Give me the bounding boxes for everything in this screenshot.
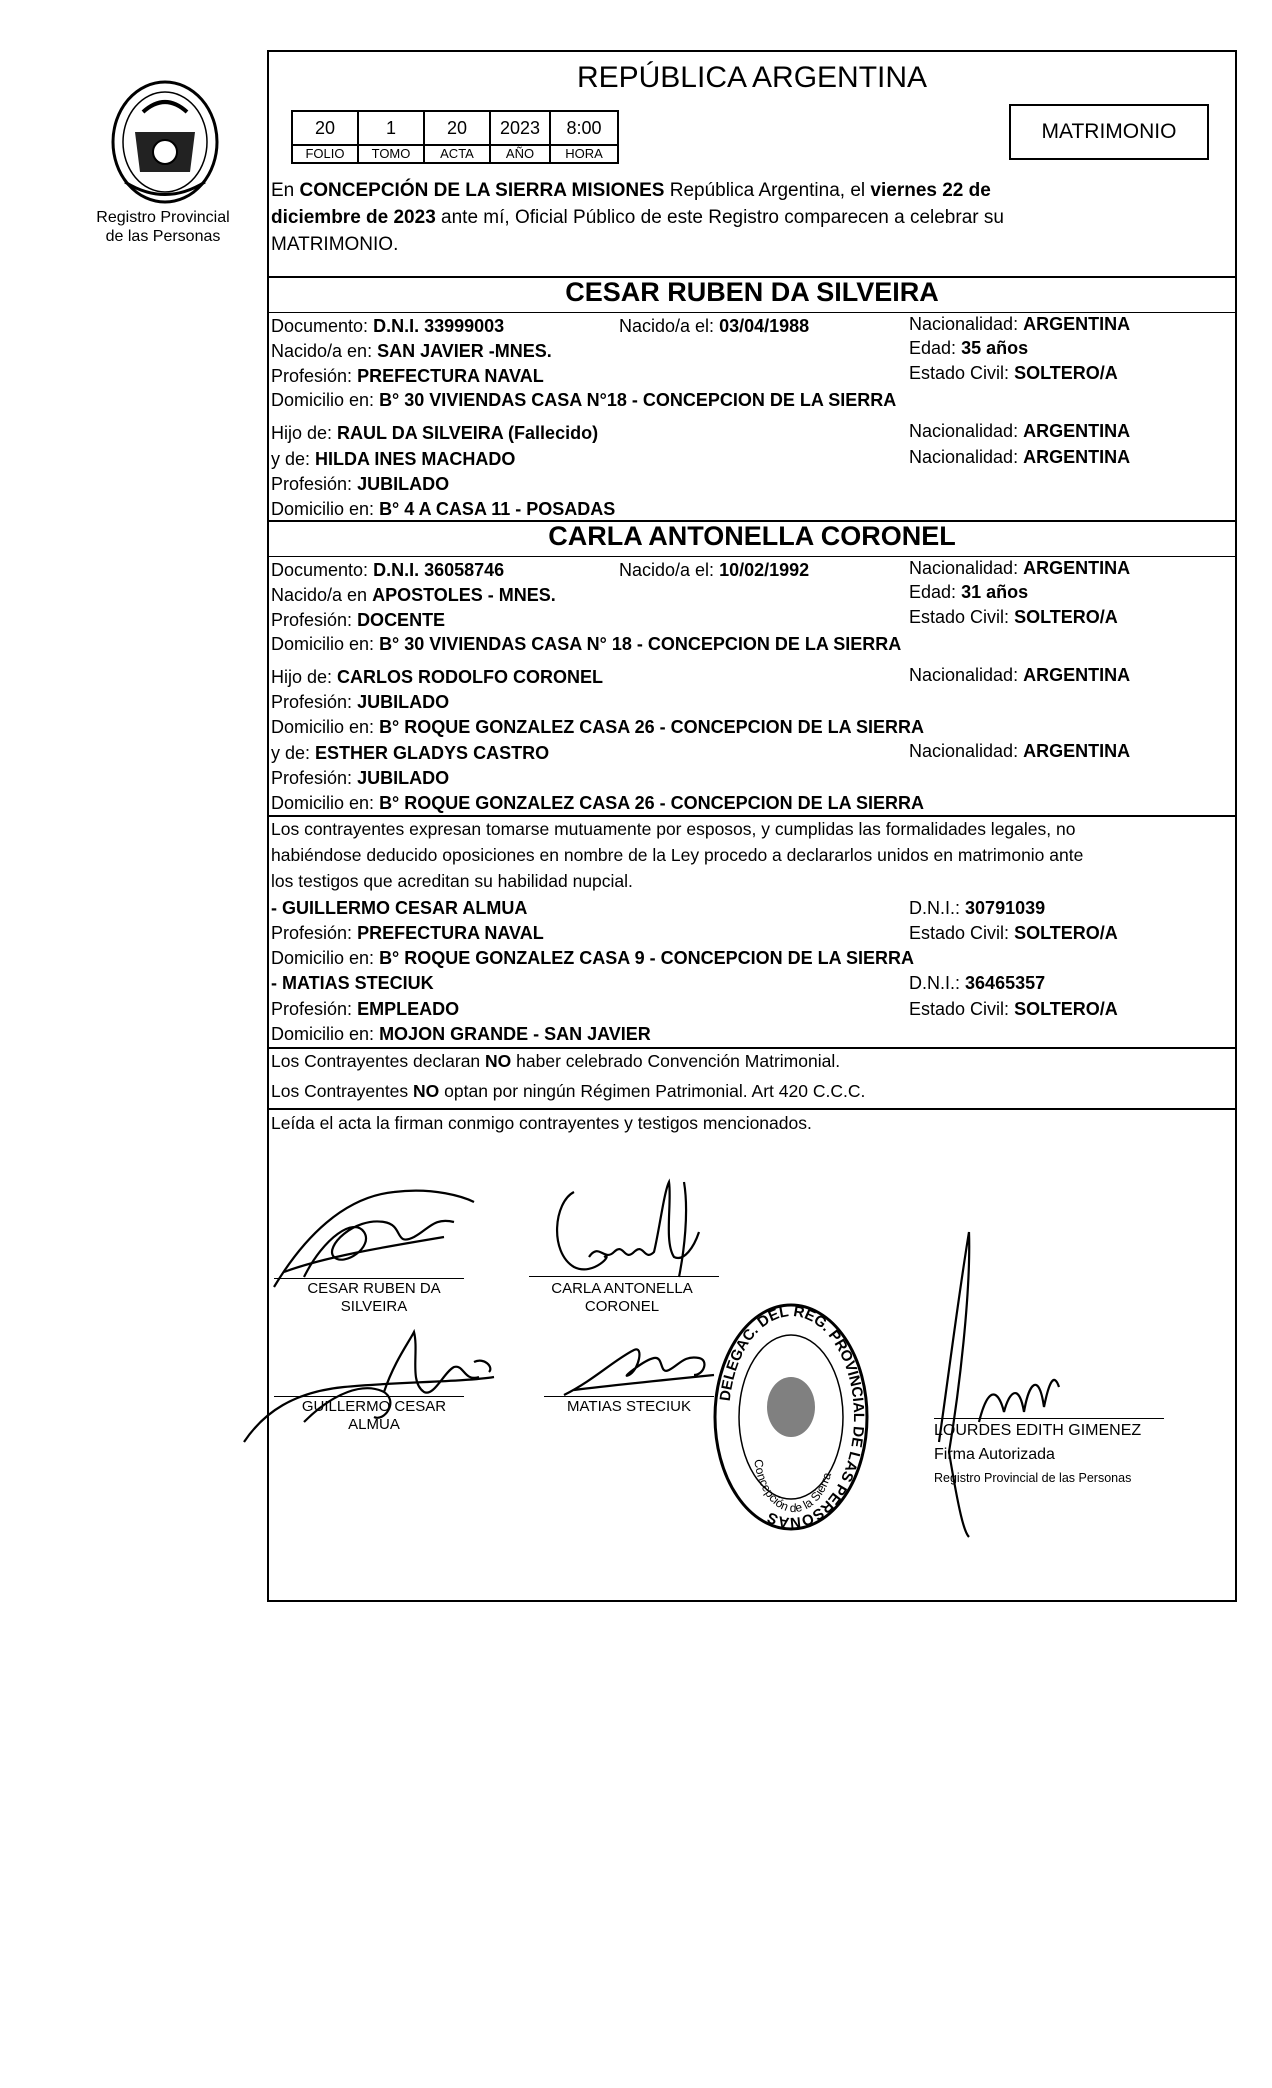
ano-value: 2023 (490, 111, 550, 145)
declaration-line-2: habiéndose deducido oposiciones en nombre de la Ley procedo a declararlos unidos en matrimonio ante (271, 845, 1084, 865)
party1-father: Hijo de: RAUL DA SILVEIRA (Fallecido) (271, 423, 599, 443)
hora-label: HORA (550, 145, 618, 163)
party2-profession: Profesión: DOCENTE (271, 610, 446, 630)
tomo-value: 1 (358, 111, 424, 145)
signature-carla-caption-1: CARLA ANTONELLA (551, 1280, 693, 1297)
party2-mother: y de: ESTHER GLADYS CASTRO (271, 743, 550, 763)
signature-cesar-caption-1: CESAR RUBEN DA (307, 1280, 441, 1297)
witness2-dni: D.N.I.: 36465357 (909, 973, 1046, 993)
official-name: LOURDES EDITH GIMENEZ (934, 1422, 1142, 1439)
party1-profession: Profesión: PREFECTURA NAVAL (271, 366, 544, 386)
closing-text: Leída el acta la firman conmigo contrayentes y testigos mencionados. (271, 1113, 812, 1133)
party2-mother-address: Domicilio en: B° ROQUE GONZALEZ CASA 26 - CONCEPCION DE LA SIERRA (271, 793, 924, 813)
party2-address: Domicilio en: B° 30 VIVIENDAS CASA N° 18 - CONCEPCION DE LA SIERRA (271, 634, 902, 654)
record-type-box: MATRIMONIO (1009, 104, 1209, 160)
party1-birthplace: Nacido/a en: SAN JAVIER -MNES. (271, 341, 552, 361)
signature-carla-caption-2: CORONEL (584, 1298, 660, 1315)
marriage-record (267, 50, 1237, 1602)
witness1-dni: D.N.I.: 30791039 (909, 898, 1046, 918)
party1-birthdate: Nacido/a el: 03/04/1988 (619, 316, 810, 336)
tomo-label: TOMO (358, 145, 424, 163)
party1-parents-profession: Profesión: JUBILADO (271, 474, 450, 494)
party2-father: Hijo de: CARLOS RODOLFO CORONEL (271, 667, 604, 687)
folio-value: 20 (292, 111, 358, 145)
party1-age: Edad: 35 años (909, 338, 1029, 358)
party1-nationality: Nacionalidad: ARGENTINA (909, 314, 1131, 334)
registry-label-line1: Registro Provincial (96, 209, 230, 226)
registry-stamp (709, 1302, 874, 1532)
regime-line-2: Los Contrayentes NO optan por ningún Régimen Patrimonial. Art 420 C.C.C. (271, 1081, 866, 1101)
signature-cesar (264, 1177, 504, 1297)
party2-civil-status: Estado Civil: SOLTERO/A (909, 607, 1118, 627)
intro-line-1: En CONCEPCIÓN DE LA SIERRA MISIONES República Argentina, el viernes 22 de (271, 180, 991, 201)
party2-father-address: Domicilio en: B° ROQUE GONZALEZ CASA 26 - CONCEPCION DE LA SIERRA (271, 717, 924, 737)
stamp-outer-text: DELEGAC. DEL REG. PROVINCIAL DE LAS PERSONAS (716, 1303, 868, 1532)
party1-document: Documento: D.N.I. 33999003 (271, 316, 505, 336)
registry-label-line2: de las Personas (105, 228, 221, 245)
acta-value: 20 (424, 111, 490, 145)
witness1-address: Domicilio en: B° ROQUE GONZALEZ CASA 9 - CONCEPCION DE LA SIERRA (271, 948, 914, 968)
witness2-profession: Profesión: EMPLEADO (271, 999, 460, 1019)
hora-value: 8:00 (550, 111, 618, 145)
acta-label: ACTA (424, 145, 490, 163)
witness2-address: Domicilio en: MOJON GRANDE - SAN JAVIER (271, 1024, 651, 1044)
party1-father-nationality: Nacionalidad: ARGENTINA (909, 421, 1131, 441)
witness2-name: - MATIAS STECIUK (271, 973, 434, 993)
party1-parents-address: Domicilio en: B° 4 A CASA 11 - POSADAS (271, 499, 616, 519)
party2-mother-profession: Profesión: JUBILADO (271, 768, 450, 788)
signature-carla (534, 1162, 734, 1292)
witness1-name: - GUILLERMO CESAR ALMUA (271, 898, 528, 918)
party2-birthplace: Nacido/a en APOSTOLES - MNES. (271, 585, 556, 605)
witness1-profession: Profesión: PREFECTURA NAVAL (271, 923, 544, 943)
official-title: Firma Autorizada (934, 1446, 1055, 1463)
signature-official (929, 1212, 1132, 1542)
registry-logo (95, 72, 235, 207)
witness1-civil-status: Estado Civil: SOLTERO/A (909, 923, 1118, 943)
intro-line-2: diciembre de 2023 ante mí, Oficial Público de este Registro comparecen a celebrar su (271, 207, 1004, 228)
party2-name: CARLA ANTONELLA CORONEL (548, 521, 956, 551)
signature-cesar-caption-2: SILVEIRA (340, 1298, 408, 1315)
party2-birthdate: Nacido/a el: 10/02/1992 (619, 560, 810, 580)
signature-guillermo-caption-1: GUILLERMO CESAR (301, 1398, 447, 1415)
party2-nationality: Nacionalidad: ARGENTINA (909, 558, 1131, 578)
official-organization: Registro Provincial de las Personas (934, 1471, 1132, 1485)
party2-age: Edad: 31 años (909, 582, 1029, 602)
party2-document: Documento: D.N.I. 36058746 (271, 560, 505, 580)
regime-line-1: Los Contrayentes declaran NO haber celebrado Convención Matrimonial. (271, 1051, 841, 1071)
party2-father-profession: Profesión: JUBILADO (271, 692, 450, 712)
party2-mother-nationality: Nacionalidad: ARGENTINA (909, 741, 1131, 761)
page-title: REPÚBLICA ARGENTINA (576, 61, 928, 94)
stamp-inner-text: Concepción de la Sierra (751, 1458, 835, 1516)
declaration-line-1: Los contrayentes expresan tomarse mutuamente por esposos, y cumplidas las formalidades legales, no (271, 819, 1076, 839)
party1-name: CESAR RUBEN DA SILVEIRA (565, 277, 939, 307)
folio-label: FOLIO (292, 145, 358, 163)
party1-mother: y de: HILDA INES MACHADO (271, 449, 516, 469)
record-number-table (291, 110, 619, 164)
ano-label: AÑO (490, 145, 550, 163)
intro-line-3: MATRIMONIO. (271, 234, 399, 255)
party2-father-nationality: Nacionalidad: ARGENTINA (909, 665, 1131, 685)
party1-address: Domicilio en: B° 30 VIVIENDAS CASA N°18 - CONCEPCION DE LA SIERRA (271, 390, 897, 410)
witness2-civil-status: Estado Civil: SOLTERO/A (909, 999, 1118, 1019)
party1-civil-status: Estado Civil: SOLTERO/A (909, 363, 1118, 383)
signature-matias-caption: MATIAS STECIUK (567, 1398, 691, 1415)
declaration-line-3: los testigos que acreditan su habilidad nupcial. (271, 871, 633, 891)
party1-mother-nationality: Nacionalidad: ARGENTINA (909, 447, 1131, 467)
signature-guillermo-caption-2: ALMUA (348, 1416, 400, 1433)
